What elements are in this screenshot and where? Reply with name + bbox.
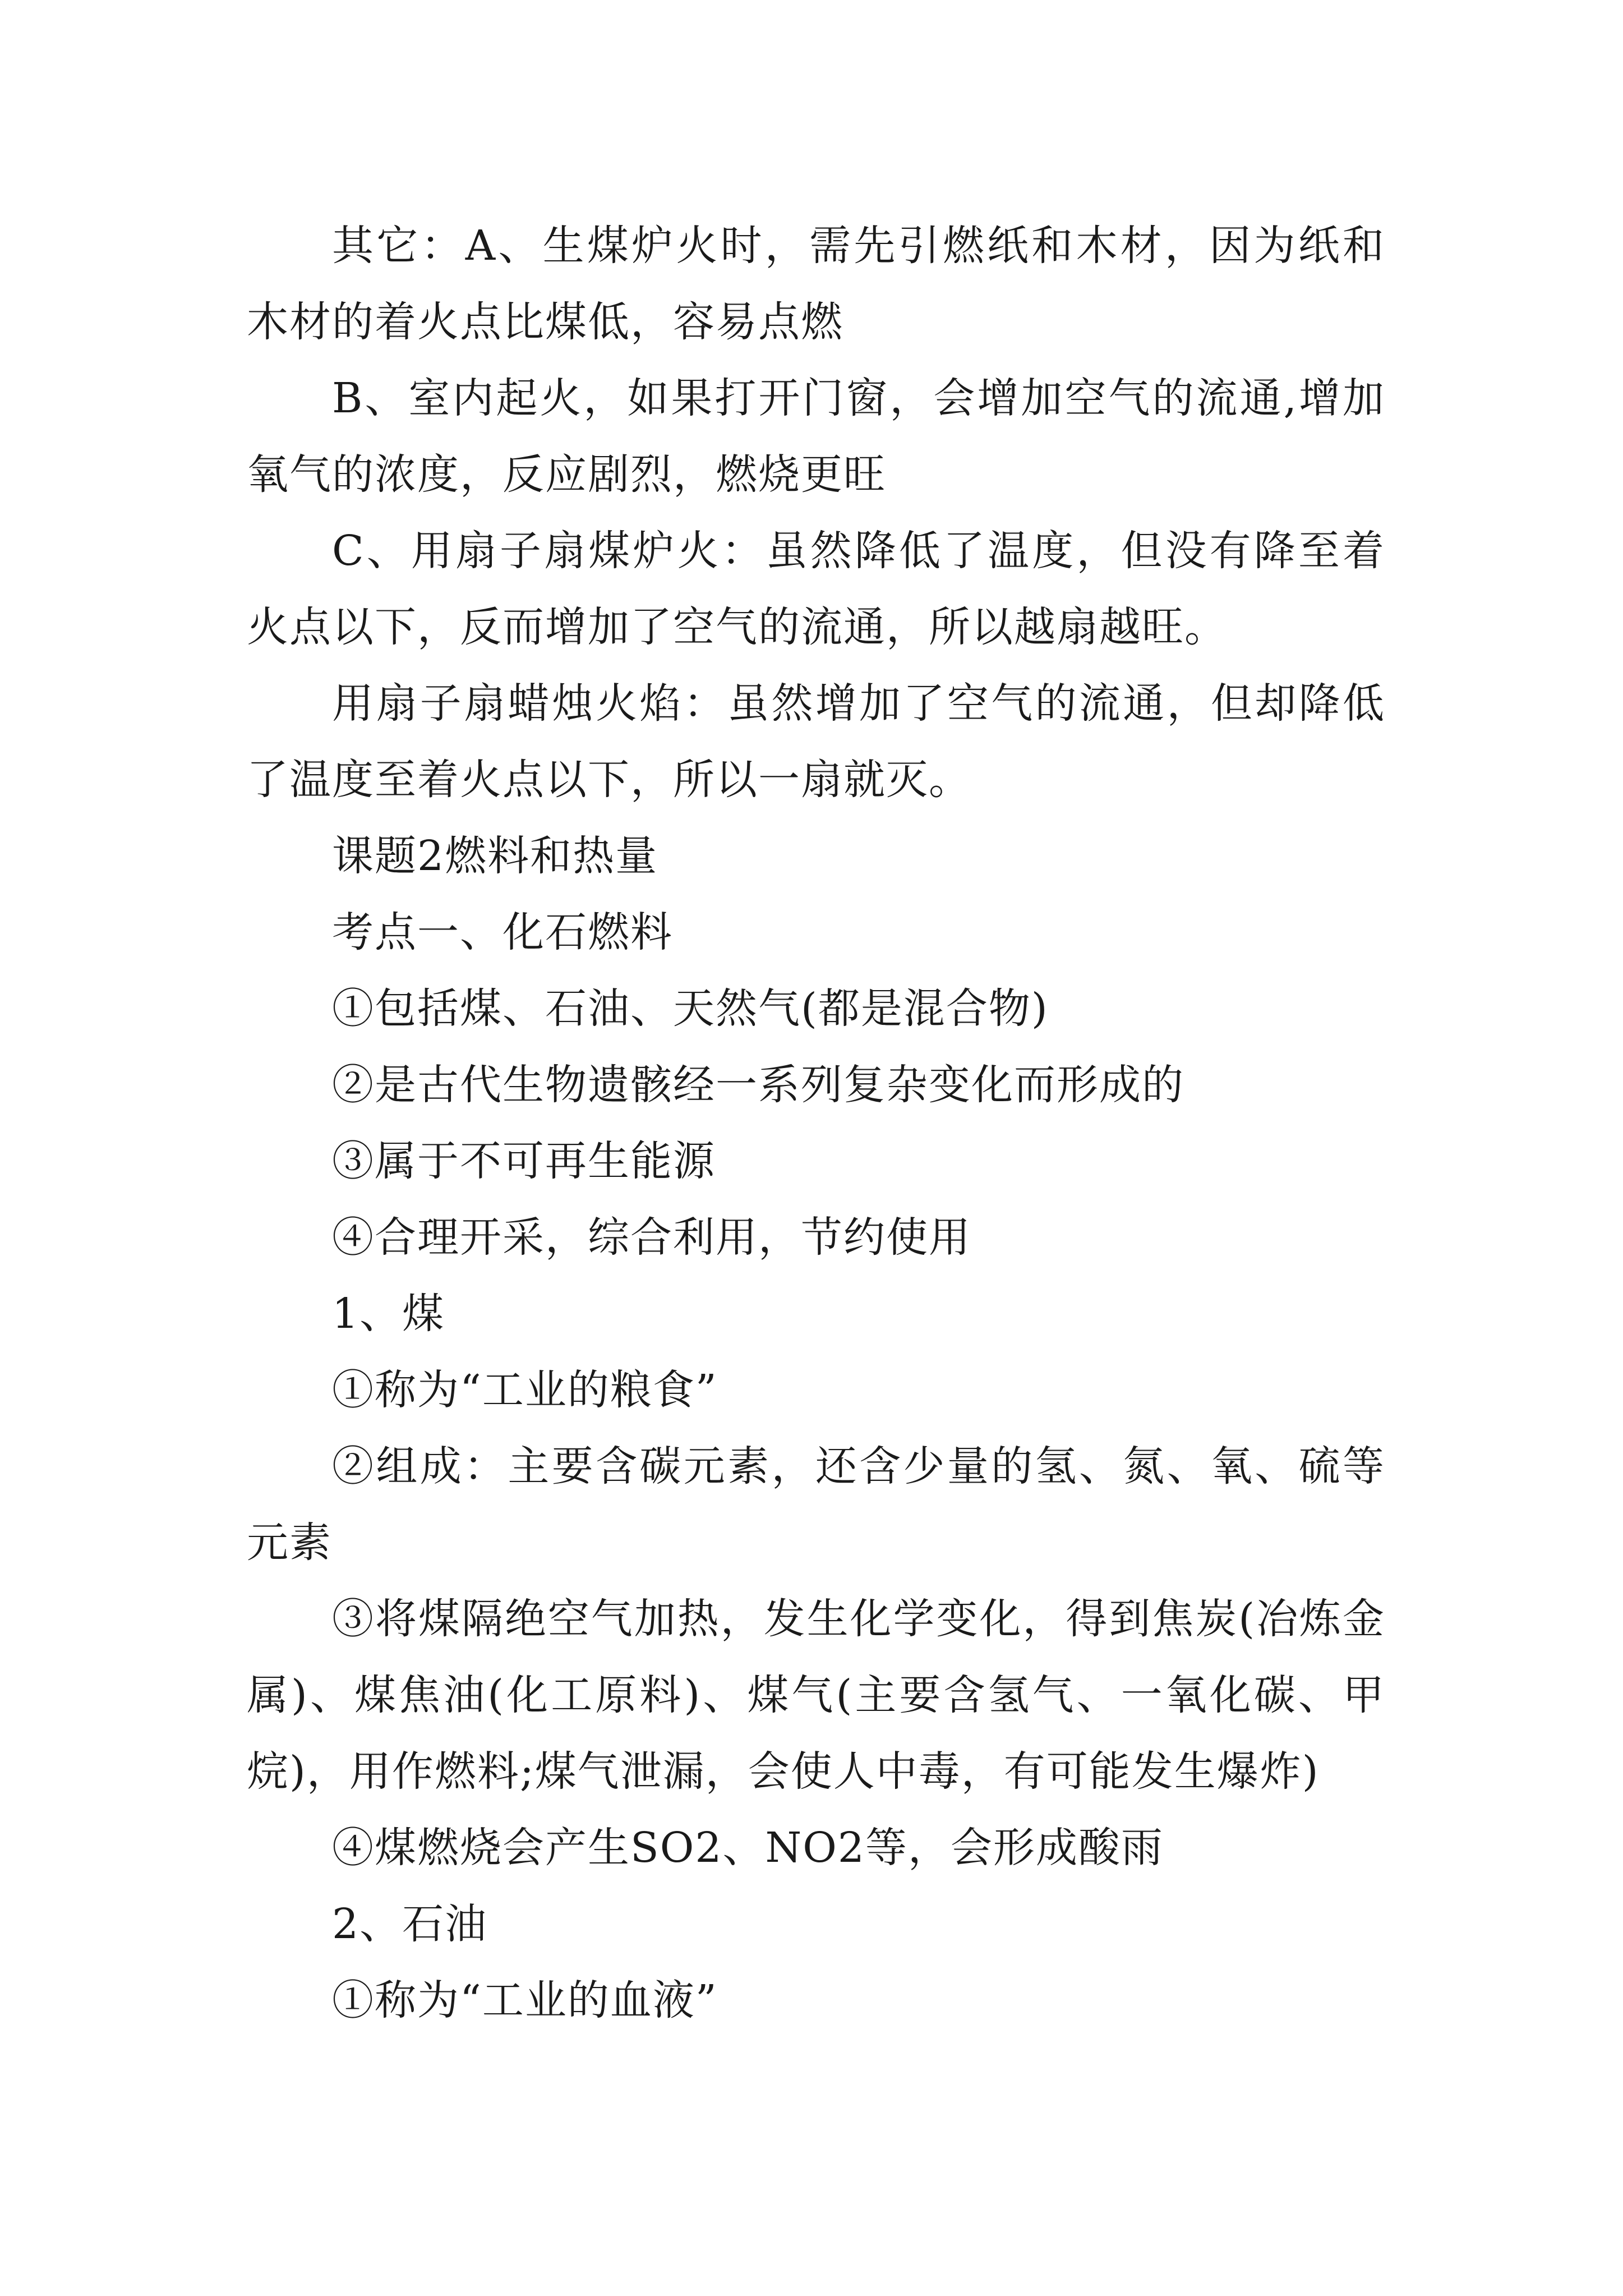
list-item-fossil-2: ②是古代生物遗骸经一系列复杂变化而形成的 (332, 1061, 1184, 1109)
list-item-coal-3: ③将煤隔绝空气加热，发生化学变化，得到焦炭(冶炼金属)、煤焦油(化工原料)、煤气(主要含氢气、一氧化碳、甲烷)，用作燃料;煤气泄漏，会使人中毒，有可能发生爆炸) (247, 1595, 1385, 1796)
subheading-petroleum: 2、石油 (332, 1900, 488, 1948)
list-item-coal-4: ④煤燃烧会产生SO2、NO2等，会形成酸雨 (332, 1824, 1164, 1872)
list-item-petroleum-1: ①称为“工业的血液” (332, 1976, 718, 2024)
section-heading-fuel-heat: 课题2燃料和热量 (332, 832, 658, 880)
subheading-coal: 1、煤 (332, 1290, 445, 1338)
document-body (247, 208, 1385, 2039)
paragraph-fire-tips-a: 其它：A、生煤炉火时，需先引燃纸和木材，因为纸和木材的着火点比煤低，容易点燃 (247, 222, 1385, 346)
list-item-coal-2: ②组成：主要含碳元素，还含少量的氢、氮、氧、硫等元素 (247, 1442, 1385, 1567)
list-item-coal-1: ①称为“工业的粮食” (332, 1366, 718, 1414)
subheading-fossil-fuels: 考点一、化石燃料 (332, 908, 673, 956)
list-item-fossil-4: ④合理开采，综合利用，节约使用 (332, 1213, 971, 1262)
paragraph-fire-tips-c: C、用扇子扇煤炉火：虽然降低了温度，但没有降至着火点以下，反而增加了空气的流通，所以越扇越旺。 (247, 527, 1385, 651)
list-item-fossil-1: ①包括煤、石油、天然气(都是混合物) (332, 984, 1049, 1033)
list-item-fossil-3: ③属于不可再生能源 (332, 1137, 716, 1185)
paragraph-candle-fan: 用扇子扇蜡烛火焰：虽然增加了空气的流通，但却降低了温度至着火点以下，所以一扇就灭。 (247, 679, 1385, 804)
paragraph-fire-tips-b: B、室内起火，如果打开门窗，会增加空气的流通,增加氧气的浓度，反应剧烈，燃烧更旺 (247, 374, 1385, 499)
